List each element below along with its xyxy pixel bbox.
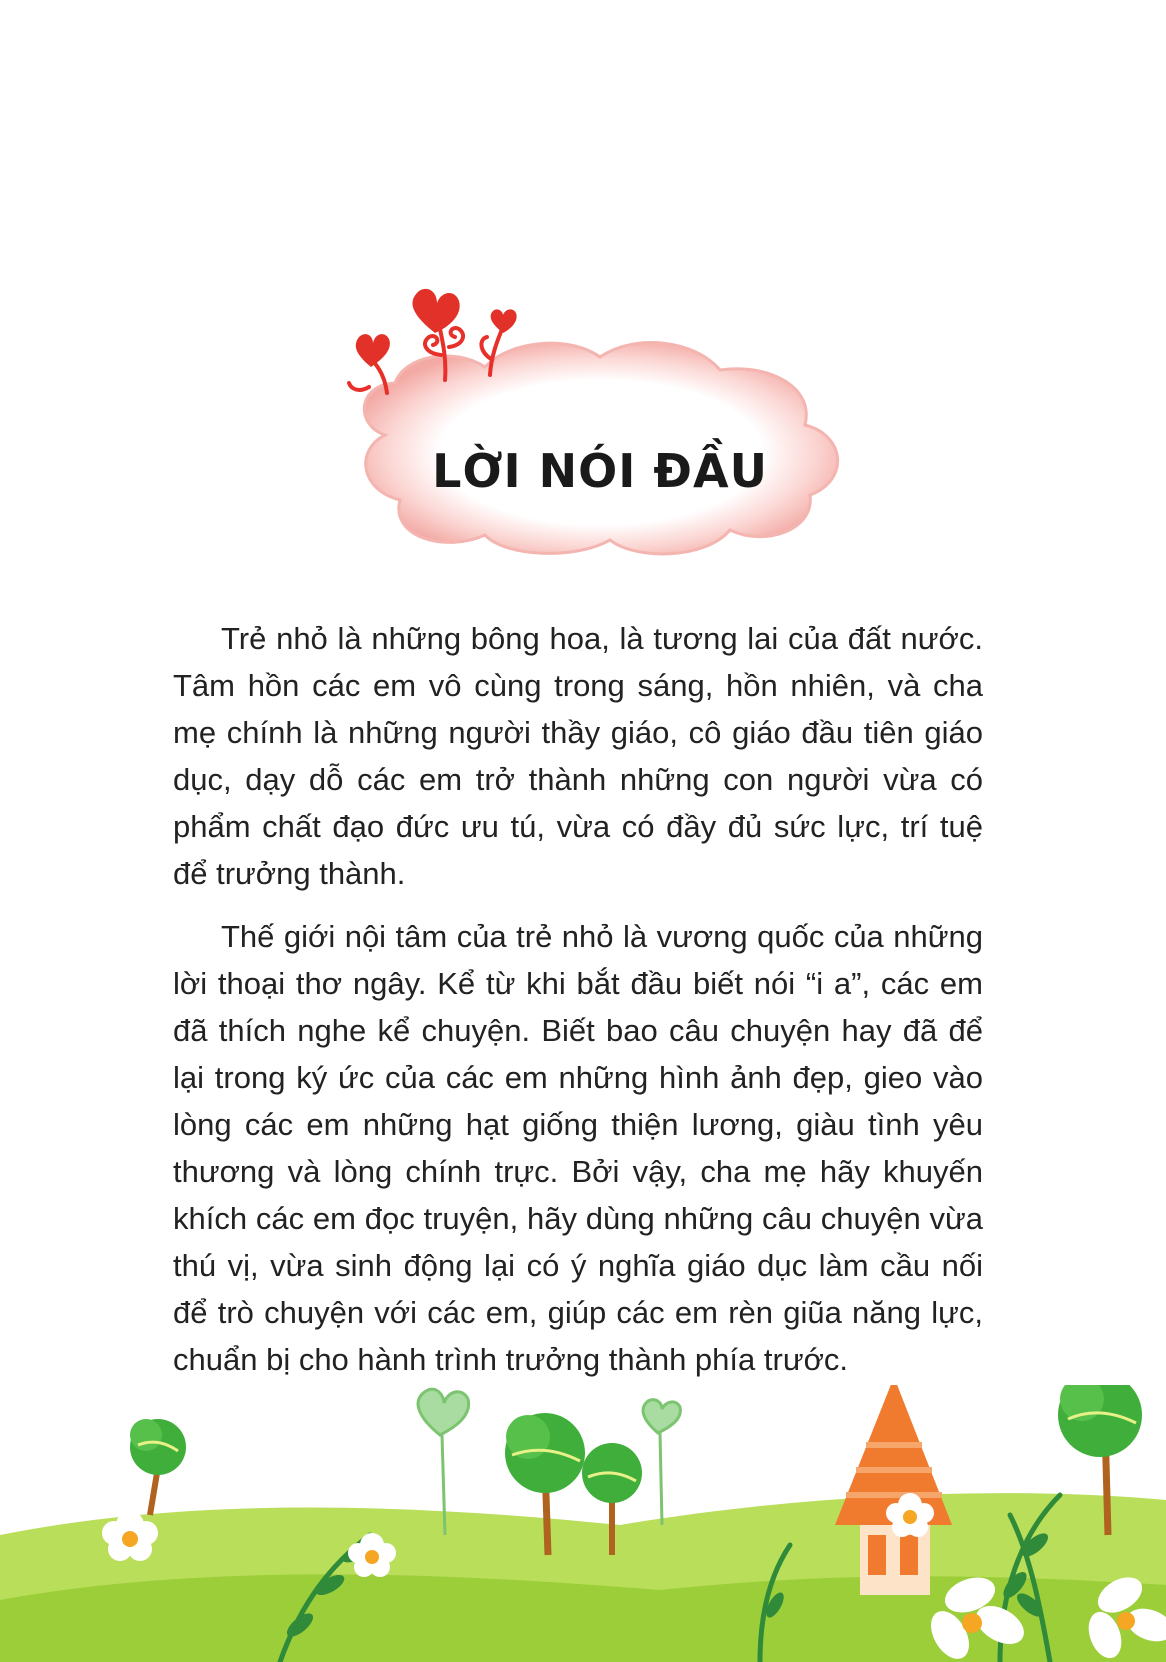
paragraph-1: Trẻ nhỏ là những bông hoa, là tương lai của đất nước. Tâm hồn các em vô cùng trong sáng, hồn nhiên, và cha mẹ chính là những người thầy giáo, cô giáo đầu tiên giáo dục, dạy dỗ các em trở thành những con người vừa có phẩm chất đạo đức ưu tú, vừa có đầy đủ sức lực, trí tuệ để trưởng thành.: [173, 621, 983, 891]
preface-body: [173, 615, 983, 1399]
heart-icon: [491, 309, 517, 333]
tree-icon: [130, 1419, 186, 1515]
meadow-scenery: [0, 1385, 1166, 1662]
heart-icon: [356, 334, 390, 367]
page-title: LỜI NÓI ĐẦU: [432, 444, 768, 498]
paragraph-2: Thế giới nội tâm của trẻ nhỏ là vương quốc của những lời thoại thơ ngây. Kể từ khi bắt đầu biết nói “i a”, các em đã thích nghe kể chuyện. Biết bao câu chuyện hay đã để lại trong ký ức của các em những hình ảnh đẹp, gieo vào lòng các em những hạt giống thiện lương, giàu tình yêu thương và lòng chính trực. Bởi vậy, cha mẹ hãy khuyến khích các em đọc truyện, hãy dùng những câu chuyện vừa thú vị, vừa sinh động lại có ý nghĩa giáo dục làm cầu nối để trò chuyện với các em, giúp các em rèn giũa năng lực, chuẩn bị cho hành trình trưởng thành phía trước.: [173, 919, 983, 1377]
cloud-illustration: [345, 285, 855, 575]
heart-icon: [412, 289, 459, 333]
title-cloud: [345, 285, 855, 575]
